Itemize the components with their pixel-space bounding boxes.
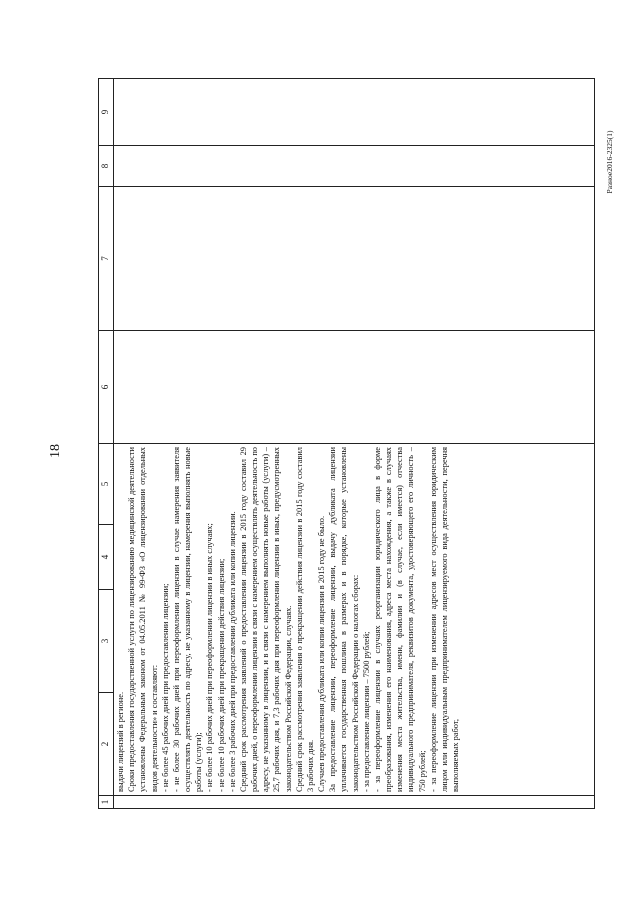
paragraph: Средний срок рассмотрения заявлений о предоставлении лицензии в 2015 году составил 29 рабочих дней, о переоформлении лицензии в связи с намерением осуществлять деятельность по адресу, не указанному в лицензии, и в связи с намерением выполнять новые работы (услуги) – 25,7 рабочих дня, и 7,3 рабочих дня при переоформлении лицензии в иных, предусмотренных законодательством Российской Федерации, случаях. [238, 447, 293, 792]
paragraph: Случаев предоставления дубликата или копии лицензии в 2015 году не было. [317, 515, 327, 792]
rotated-table [98, 79, 595, 809]
paragraph: - не более 10 рабочих дней при прекращении действия лицензии; [216, 558, 226, 792]
column-number: 5 [99, 444, 114, 525]
table-cell [114, 796, 595, 809]
paragraph: - за предоставление лицензии – 7500 рублей; [361, 631, 371, 792]
data-table [98, 78, 595, 809]
paragraph: За предоставление лицензии, переоформление лицензии, выдачу дубликата лицензии уплачивается государственная пошлина в размерах и в порядке, которые установлены законодательством Российской Федерации о налогах сборах: [328, 447, 360, 792]
paragraph: - не более 30 рабочих дней при переоформлении лицензии в случае намерения заявителя осуществлять деятельность по адресу, не указанному в лицензии, намерения выполнять новые работы (услуги); [171, 447, 204, 792]
paragraph: Средний срок рассмотрения заявления о прекращении действия лицензии в 2015 году составил 3 рабочих дня. [294, 447, 315, 792]
paragraph: - за переоформление лицензии в случаях реорганизации юридического лица в форме преобразования, изменения его наименования, адреса места нахождения, а также в случаях изменения места жительства, имени, фамилии и (в случае, если имеется) отчества индивидуального предпринимателя, реквизитов документа, удостоверяющего его личность – 750 рублей; [372, 447, 427, 792]
paragraph: - не более 45 рабочих дней при предоставлении лицензии; [160, 583, 170, 792]
merged-text-cell [114, 444, 595, 796]
column-number: 7 [99, 187, 114, 331]
column-number: 1 [99, 796, 114, 809]
column-number: 6 [99, 331, 114, 444]
paragraph: выдачи лицензий в регионе. [116, 691, 125, 792]
paragraph: Сроки предоставления государственной услуги по лицензированию медицинской деятельности установлены Федеральным законом от 04.05.2011 № 99-ФЗ «О лицензировании отдельных видов деятельности» и составляют: [127, 447, 159, 792]
column-number: 9 [99, 79, 114, 146]
column-number-row [99, 79, 114, 809]
column-number: 8 [99, 146, 114, 187]
column-number: 3 [99, 590, 114, 693]
paragraph: - за переоформление лицензии при изменении адресов мест осуществления юридическим лицом или индивидуальным предпринимателем лицензируемого вида деятельности, перечня выполняемых работ, [428, 447, 461, 792]
column-number: 4 [99, 525, 114, 590]
table-cell [114, 187, 595, 331]
table-cell [114, 79, 595, 146]
table-row [114, 79, 595, 809]
cell-text-block [114, 444, 462, 795]
paragraph: - не более 3 рабочих дней при предоставлении дубликата или копии лицензии. [227, 511, 237, 792]
column-number: 2 [99, 693, 114, 796]
paragraph: - не более 10 рабочих дней при переоформлении лицензии в иных случаях; [205, 523, 215, 792]
table-cell [114, 331, 595, 444]
page-number: 18 [48, 444, 63, 458]
table-cell [114, 146, 595, 187]
document-code: Разное2016-2325(1) [605, 130, 614, 194]
